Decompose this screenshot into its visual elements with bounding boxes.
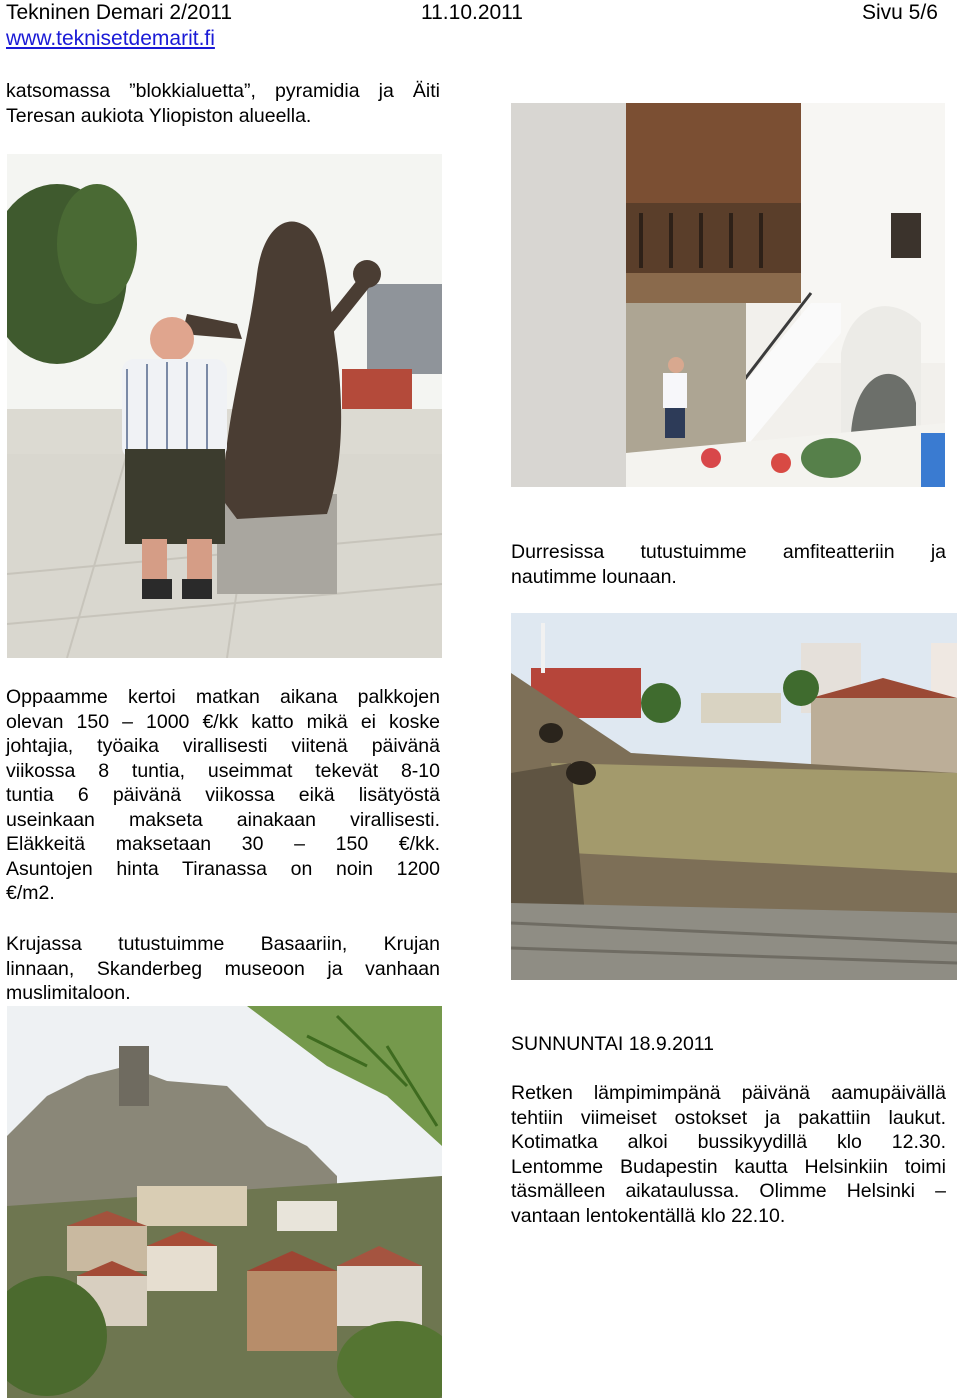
kruja-paragraph — [6, 932, 440, 1006]
return-line: tehtiin viimeiset ostokset ja pakattiin laukut. — [511, 1106, 946, 1129]
salary-line: Oppaamme kertoi matkan aikana palkkojen — [6, 686, 440, 708]
kruja-line: linnaan, Skanderbeg museoon ja vanhaan — [6, 957, 440, 980]
salary-paragraph — [6, 685, 440, 906]
kruja-house-photo — [511, 103, 945, 487]
salary-line: tuntia 6 päivänä viikossa eikä lisätyöstä — [6, 784, 440, 806]
header-date: 11.10.2011 — [421, 1, 523, 24]
header-title: Tekninen Demari 2/2011 — [6, 1, 233, 24]
return-line: vantaan lentokentällä klo 22.10. — [511, 1204, 786, 1227]
salary-line: Eläkkeitä maksetaan 30 – 150 €/kk. — [6, 833, 440, 855]
kruja-line: muslimitaloon. — [6, 982, 131, 1004]
intro-paragraph — [6, 79, 440, 128]
durres-line: nautimme lounaan. — [511, 565, 677, 588]
return-line: täsmälleen aikataulussa. Olimme Helsinki – — [511, 1180, 946, 1202]
kruja-castle-photo — [7, 1006, 442, 1398]
return-line: Lentomme Budapestin kautta Helsinkiin toimi — [511, 1155, 946, 1178]
intro-line: Teresan aukiota Yliopiston alueella. — [6, 104, 312, 127]
header-page-number: Sivu 5/6 — [862, 1, 938, 24]
salary-line: johtajia, työaika virallisesti viitenä päivänä — [6, 735, 440, 757]
statue-square-photo — [7, 154, 442, 658]
durres-amphitheatre-photo — [511, 613, 957, 980]
header-website-link[interactable]: www.teknisetdemarit.fi — [6, 27, 215, 50]
durres-paragraph — [511, 540, 946, 589]
salary-line: €/m2. — [6, 882, 55, 904]
intro-line: katsomassa ”blokkialuetta”, pyramidia ja Äiti — [6, 80, 440, 102]
durres-line: Durresissa tutustuimme amfiteatteriin ja — [511, 541, 946, 563]
salary-line: viikossa 8 tuntia, useimmat tekevät 8-10 — [6, 759, 440, 782]
kruja-line: Krujassa tutustuimme Basaariin, Krujan — [6, 933, 440, 955]
salary-line: useinkaan makseta ainakaan virallisesti. — [6, 808, 440, 831]
salary-line: olevan 150 – 1000 €/kk katto mikä ei koske — [6, 710, 440, 733]
sunday-heading: SUNNUNTAI 18.9.2011 — [511, 1033, 715, 1055]
return-line: Retken lämpimimpänä päivänä aamupäivällä — [511, 1082, 946, 1104]
return-trip-paragraph — [511, 1081, 946, 1228]
return-line: Kotimatka alkoi bussikyydillä klo 12.30. — [511, 1131, 946, 1153]
salary-line: Asuntojen hinta Tiranassa on noin 1200 — [6, 857, 440, 880]
